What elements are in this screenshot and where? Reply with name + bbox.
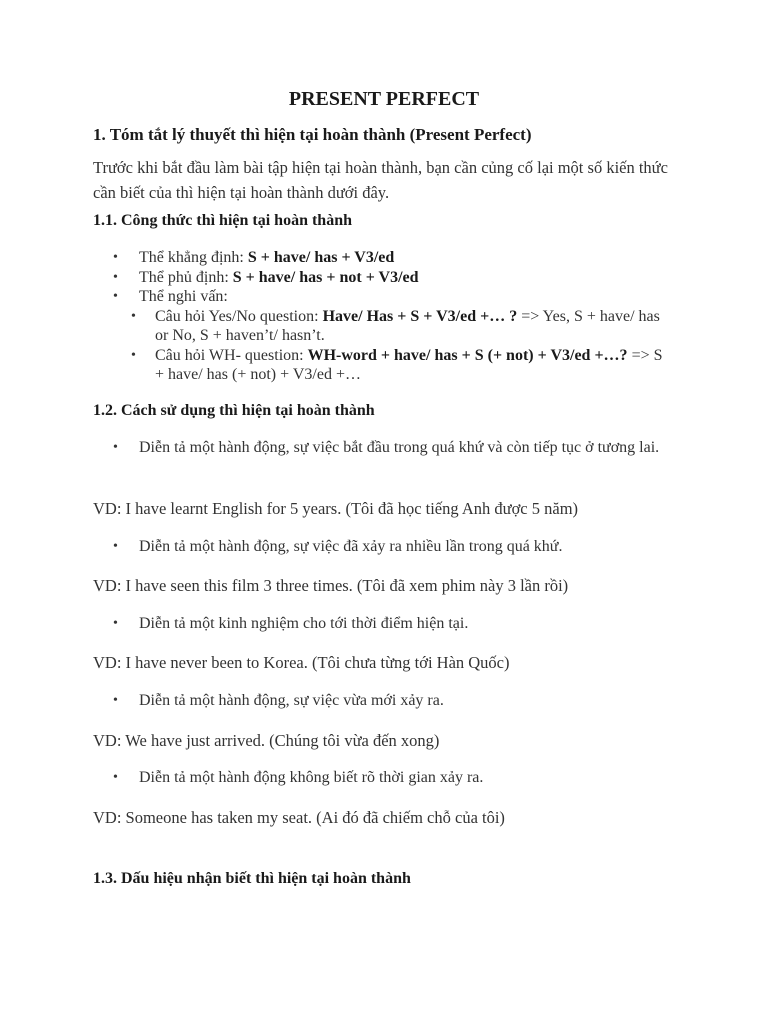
formula-affirmative [113,248,673,268]
formula-negative [113,268,673,288]
wh-answer: => S + have/ has (+ not) + V3/ed +… [155,346,663,383]
yes-no-answer: => Yes, S + have/ has or No, S + haven’t/ hasn’t. [155,307,660,344]
yes-no-formula: Have/ Has + S + V3/ed +… ? [322,307,518,325]
question-label: Thể nghi vấn: [139,288,228,305]
negative-formula: S + have/ has + not + V3/ed [232,268,419,286]
usage-example: VD: We have just arrived. (Chúng tôi vừa đến xong) [93,731,440,750]
question-sublist [131,307,673,385]
section-1-3-heading: 1.3. Dấu hiệu nhận biết thì hiện tại hoàn thành [93,870,411,887]
wh-formula: WH-word + have/ has + S (+ not) + V3/ed +…? [307,346,628,364]
wh-question [131,346,673,385]
yes-no-label: Câu hỏi Yes/No question: [155,307,323,325]
negative-label: Thể phủ định: [139,268,233,286]
usage-bullet: • Diễn tả một hành động, sự việc bắt đầu trong quá khứ và còn tiếp tục ở tương lai. [113,438,673,458]
usage-example: VD: I have learnt English for 5 years. (Tôi đã học tiếng Anh được 5 năm) [93,499,579,518]
usage-example: VD: Someone has taken my seat. (Ai đó đã chiếm chỗ của tôi) [93,808,505,827]
usage-list-item [113,438,673,458]
formula-list [113,248,673,385]
usage-list-item [113,537,673,557]
usage-list-item [113,691,673,711]
section-1-intro: Trước khi bắt đầu làm bài tập hiện tại hoàn thành, bạn cần củng cố lại một số kiến thức cần biết của thì hiện tại hoàn thành dưới đây. [93,158,668,202]
section-1-1-heading: 1.1. Công thức thì hiện tại hoàn thành [93,212,352,229]
usage-list-item [113,614,673,634]
usage-example: VD: I have seen this film 3 three times. (Tôi đã xem phim này 3 lần rồi) [93,576,569,595]
wh-label: Câu hỏi WH- question: [155,346,308,364]
usage-bullet: • Diễn tả một hành động không biết rõ thời gian xảy ra. [113,768,673,788]
section-1-2-heading: 1.2. Cách sử dụng thì hiện tại hoàn thành [93,402,375,419]
yes-no-question [131,307,673,346]
usage-bullet: • Diễn tả một hành động, sự việc đã xảy ra nhiều lần trong quá khứ. [113,537,673,557]
affirmative-formula: S + have/ has + V3/ed [247,249,395,266]
page-title: PRESENT PERFECT [288,88,480,110]
usage-list-item [113,768,673,788]
usage-example: VD: I have never been to Korea. (Tôi chưa từng tới Hàn Quốc) [93,653,510,672]
usage-bullet: • Diễn tả một hành động, sự việc vừa mới xảy ra. [113,691,673,711]
formula-question [113,287,673,385]
affirmative-label: Thể khẳng định: [139,249,248,266]
usage-bullet: • Diễn tả một kinh nghiệm cho tới thời điểm hiện tại. [113,614,673,634]
section-1-heading: 1. Tóm tắt lý thuyết thì hiện tại hoàn thành (Present Perfect) [93,125,532,144]
